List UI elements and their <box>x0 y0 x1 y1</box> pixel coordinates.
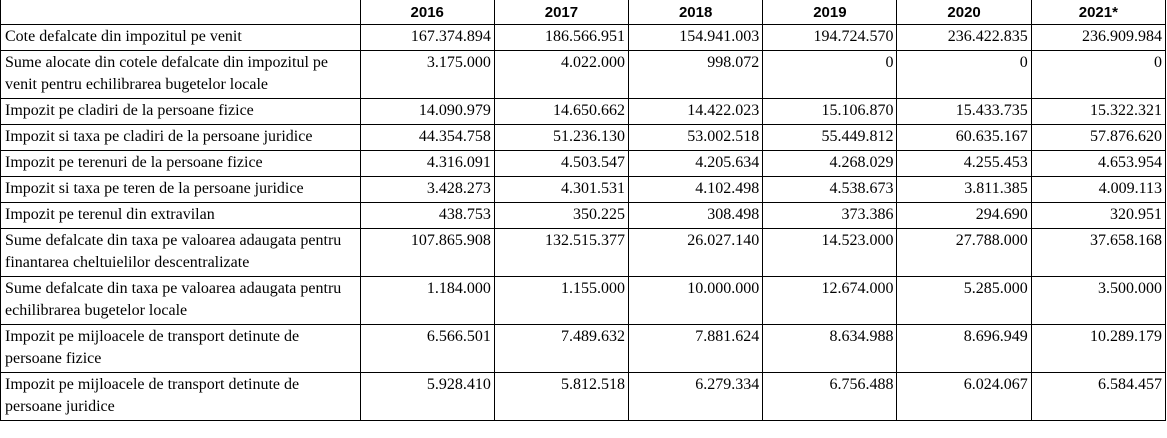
value-cell: 186.566.951 <box>494 25 628 51</box>
value-cell: 194.724.570 <box>763 25 897 51</box>
value-cell: 60.635.167 <box>897 125 1031 151</box>
value-cell: 3.428.273 <box>360 177 494 203</box>
value-cell: 15.322.321 <box>1031 99 1165 125</box>
value-cell: 26.027.140 <box>629 229 763 277</box>
row-label: Impozit pe terenul din extravilan <box>1 203 361 229</box>
row-label: Impozit si taxa pe teren de la persoane juridice <box>1 177 361 203</box>
value-cell: 4.653.954 <box>1031 151 1165 177</box>
value-cell: 7.881.624 <box>629 325 763 373</box>
table-row <box>1 125 1166 151</box>
value-cell: 12.674.000 <box>763 277 897 325</box>
value-cell: 236.422.835 <box>897 25 1031 51</box>
value-cell: 3.500.000 <box>1031 277 1165 325</box>
value-cell: 3.175.000 <box>360 51 494 99</box>
table-row <box>1 177 1166 203</box>
table-row <box>1 325 1166 373</box>
year-header: 2017 <box>494 0 628 25</box>
value-cell: 5.812.518 <box>494 373 628 421</box>
value-cell: 373.386 <box>763 203 897 229</box>
table-row <box>1 25 1166 51</box>
value-cell: 44.354.758 <box>360 125 494 151</box>
value-cell: 236.909.984 <box>1031 25 1165 51</box>
table-row <box>1 373 1166 421</box>
value-cell: 132.515.377 <box>494 229 628 277</box>
value-cell: 6.024.067 <box>897 373 1031 421</box>
value-cell: 14.650.662 <box>494 99 628 125</box>
value-cell: 1.184.000 <box>360 277 494 325</box>
value-cell: 8.634.988 <box>763 325 897 373</box>
value-cell: 154.941.003 <box>629 25 763 51</box>
value-cell: 0 <box>1031 51 1165 99</box>
row-label: Impozit pe mijloacele de transport detinute de persoane juridice <box>1 373 361 421</box>
value-cell: 350.225 <box>494 203 628 229</box>
table-row <box>1 151 1166 177</box>
value-cell: 53.002.518 <box>629 125 763 151</box>
value-cell: 4.538.673 <box>763 177 897 203</box>
value-cell: 7.489.632 <box>494 325 628 373</box>
value-cell: 320.951 <box>1031 203 1165 229</box>
value-cell: 37.658.168 <box>1031 229 1165 277</box>
value-cell: 1.155.000 <box>494 277 628 325</box>
year-header: 2021* <box>1031 0 1165 25</box>
row-label: Sume defalcate din taxa pe valoarea adaugata pentru echilibrarea bugetelor locale <box>1 277 361 325</box>
row-label: Impozit si taxa pe cladiri de la persoane juridice <box>1 125 361 151</box>
value-cell: 10.289.179 <box>1031 325 1165 373</box>
row-label: Impozit pe cladiri de la persoane fizice <box>1 99 361 125</box>
value-cell: 107.865.908 <box>360 229 494 277</box>
row-label: Impozit pe terenuri de la persoane fizice <box>1 151 361 177</box>
year-header: 2018 <box>629 0 763 25</box>
table-row <box>1 51 1166 99</box>
value-cell: 14.090.979 <box>360 99 494 125</box>
value-cell: 0 <box>763 51 897 99</box>
value-cell: 308.498 <box>629 203 763 229</box>
table-row <box>1 277 1166 325</box>
value-cell: 167.374.894 <box>360 25 494 51</box>
value-cell: 27.788.000 <box>897 229 1031 277</box>
value-cell: 55.449.812 <box>763 125 897 151</box>
value-cell: 4.102.498 <box>629 177 763 203</box>
year-header: 2016 <box>360 0 494 25</box>
row-label: Impozit pe mijloacele de transport detinute de persoane fizice <box>1 325 361 373</box>
row-label: Cote defalcate din impozitul pe venit <box>1 25 361 51</box>
value-cell: 15.106.870 <box>763 99 897 125</box>
value-cell: 15.433.735 <box>897 99 1031 125</box>
value-cell: 4.009.113 <box>1031 177 1165 203</box>
row-label: Sume defalcate din taxa pe valoarea adaugata pentru finantarea cheltuielilor descentralizate <box>1 229 361 277</box>
value-cell: 14.422.023 <box>629 99 763 125</box>
value-cell: 4.316.091 <box>360 151 494 177</box>
header-corner-cell <box>1 0 361 25</box>
value-cell: 4.268.029 <box>763 151 897 177</box>
value-cell: 4.022.000 <box>494 51 628 99</box>
value-cell: 6.584.457 <box>1031 373 1165 421</box>
table-row <box>1 203 1166 229</box>
value-cell: 57.876.620 <box>1031 125 1165 151</box>
value-cell: 0 <box>897 51 1031 99</box>
value-cell: 5.928.410 <box>360 373 494 421</box>
value-cell: 6.756.488 <box>763 373 897 421</box>
value-cell: 5.285.000 <box>897 277 1031 325</box>
value-cell: 6.566.501 <box>360 325 494 373</box>
value-cell: 6.279.334 <box>629 373 763 421</box>
value-cell: 4.503.547 <box>494 151 628 177</box>
year-header: 2019 <box>763 0 897 25</box>
row-label: Sume alocate din cotele defalcate din impozitul pe venit pentru echilibrarea bugetelor locale <box>1 51 361 99</box>
value-cell: 4.255.453 <box>897 151 1031 177</box>
header-row <box>1 0 1166 25</box>
value-cell: 294.690 <box>897 203 1031 229</box>
value-cell: 4.205.634 <box>629 151 763 177</box>
value-cell: 8.696.949 <box>897 325 1031 373</box>
value-cell: 4.301.531 <box>494 177 628 203</box>
value-cell: 438.753 <box>360 203 494 229</box>
table-row <box>1 99 1166 125</box>
table-row <box>1 229 1166 277</box>
value-cell: 51.236.130 <box>494 125 628 151</box>
value-cell: 14.523.000 <box>763 229 897 277</box>
value-cell: 10.000.000 <box>629 277 763 325</box>
value-cell: 998.072 <box>629 51 763 99</box>
year-header: 2020 <box>897 0 1031 25</box>
value-cell: 3.811.385 <box>897 177 1031 203</box>
